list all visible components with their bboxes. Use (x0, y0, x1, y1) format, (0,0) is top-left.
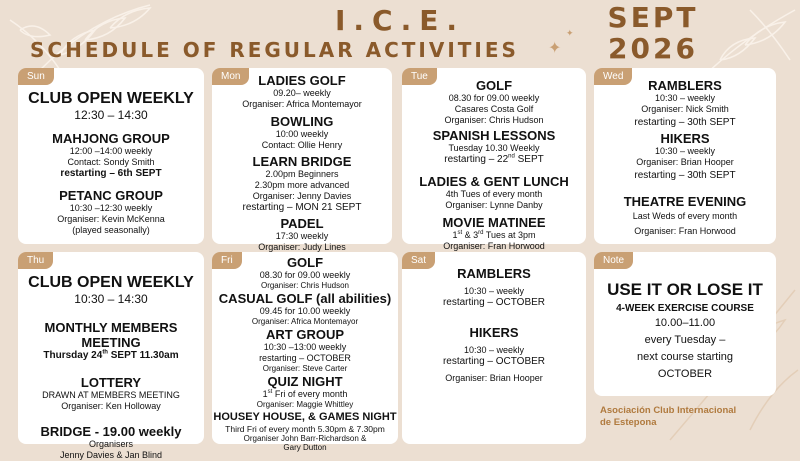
activity-organiser: Gary Dutton (283, 443, 327, 452)
activity-contact: Contact: Sondy Smith (67, 157, 155, 167)
activity-organiser: Organiser: Ken Holloway (61, 401, 161, 411)
organisation-name-line: Asociación Club Internacional (600, 405, 737, 416)
activity-title: LADIES GOLF (258, 73, 346, 88)
note-line: OCTOBER (657, 368, 713, 380)
activity-organiser: Jenny Davies & Jan Blind (59, 450, 163, 460)
note-line: next course starting (637, 351, 733, 363)
activity-time: 10:30 –13:00 weekly (263, 342, 347, 352)
page-title: I.C.E. (334, 4, 465, 37)
day-tab: Sat (402, 252, 435, 269)
activity-time: 1st & 3rd Tues at 3pm (452, 230, 536, 240)
day-card-sat (402, 252, 586, 444)
sparkle-icon: ✦ (566, 28, 574, 38)
activity-restart: restarting – OCTOBER (442, 356, 546, 367)
schedule-date (598, 2, 708, 64)
activity-time: 08.30 for 09.00 weekly (448, 93, 540, 103)
activity-organiser: Organiser: Fran Horwood (443, 241, 545, 251)
activity-title: PETANC GROUP (59, 188, 163, 203)
activity-time: 09.20– weekly (273, 88, 331, 98)
page-subtitle: SCHEDULE OF REGULAR ACTIVITIES (30, 38, 519, 62)
activity-organiser: Organiser: Brian Hooper (636, 157, 734, 167)
activity-time: 12:30 – 14:30 (74, 108, 148, 122)
day-card-tue (402, 68, 586, 251)
day-tab: Mon (212, 68, 249, 85)
activity-time: 10:30 – weekly (463, 345, 525, 355)
sparkle-icon: ✦ (548, 40, 562, 57)
activity-time: 10:30 –12:30 weekly (69, 203, 153, 213)
activity-title: BRIDGE - 19.00 weekly (40, 424, 182, 439)
activity-contact: Contact: Ollie Henry (261, 140, 343, 150)
activity-title: GOLF (286, 255, 324, 270)
activity-time: 10:00 weekly (275, 129, 329, 139)
day-tab: Thu (18, 252, 53, 269)
activity-title: LEARN BRIDGE (252, 154, 352, 169)
activity-time: 12:00 –14:00 weekly (69, 146, 153, 156)
note-card (594, 252, 776, 396)
activity-organiser: Organiser: Jenny Davies (252, 191, 352, 201)
activity-time: 4th Tues of every month (445, 189, 543, 199)
activity-organiser: Organiser: Fran Horwood (634, 226, 736, 236)
schedule-month: SEPT (607, 1, 699, 34)
activity-place: Casares Costa Golf (454, 104, 534, 114)
activity-time: 10:30 – weekly (654, 93, 716, 103)
activity-time: Last Weds of every month (632, 211, 738, 221)
note-title: USE IT OR LOSE IT (607, 280, 763, 299)
activity-time: 1st Fri of every month (262, 389, 348, 399)
activity-title: RAMBLERS (648, 78, 722, 93)
activity-title: HOUSEY HOUSE, & GAMES NIGHT (213, 411, 397, 423)
organisation-name-line: de Estepona (600, 417, 657, 428)
activity-organiser: Organiser: Judy Lines (258, 242, 346, 252)
activity-title: CLUB OPEN WEEKLY (28, 274, 194, 291)
activity-time: 10:30 – 14:30 (74, 292, 148, 306)
activity-restart: restarting – 30th SEPT (634, 170, 736, 181)
activity-restart: restarting – OCTOBER (259, 353, 351, 363)
activity-title: GOLF (475, 78, 513, 93)
activity-organiser: Organiser: Nick Smith (641, 104, 729, 114)
activity-organiser: Organiser: Lynne Danby (445, 200, 543, 210)
activity-time: 2.00pm Beginners (265, 169, 339, 179)
activity-title: HIKERS (660, 131, 710, 146)
activity-title: LOTTERY (80, 375, 142, 390)
activity-title: MONTHLY MEMBERS MEETING (44, 320, 178, 350)
activity-title: CASUAL GOLF (all abilities) (218, 291, 392, 306)
activity-title: THEATRE EVENING (623, 194, 747, 209)
activity-time: Tuesday 10.30 Weekly (448, 143, 540, 153)
schedule-year: 2026 (608, 32, 698, 65)
activity-title: LADIES & GENT LUNCH (419, 174, 569, 189)
activity-time: 10:30 – weekly (463, 286, 525, 296)
day-card-sun (18, 68, 204, 244)
activity-time: Third Fri of every month 5.30pm & 7.30pm (225, 424, 385, 434)
activity-title: BOWLING (270, 114, 334, 129)
day-tab: Tue (402, 68, 437, 85)
day-card-mon (212, 68, 392, 252)
day-tab: Sun (18, 68, 54, 85)
day-card-wed (594, 68, 776, 244)
activity-restart: restarting – MON 21 SEPT (242, 202, 362, 213)
activity-restart: restarting – OCTOBER (442, 297, 546, 308)
activity-title: MOVIE MATINEE (442, 215, 546, 230)
organisation-name (600, 405, 736, 429)
activity-title: RAMBLERS (457, 266, 531, 281)
activity-time: 17:30 weekly (275, 231, 329, 241)
activity-organiser: Organiser: Chris Hudson (444, 115, 544, 125)
activity-title: SPANISH LESSONS (432, 128, 556, 143)
activity-restart: restarting – 22nd SEPT (444, 153, 544, 165)
activity-title: CLUB OPEN WEEKLY (28, 90, 194, 107)
activity-restart: restarting – 30th SEPT (634, 117, 736, 128)
activity-title: PADEL (280, 216, 324, 231)
activity-time: 2.30pm more advanced (254, 180, 350, 190)
activity-organiser: Organiser: Steve Carter (262, 364, 348, 373)
note-line: 10.00–11.00 (654, 317, 716, 329)
activity-organiser: Organiser: Kevin McKenna (57, 214, 165, 224)
note-line: 4-WEEK EXERCISE COURSE (616, 303, 754, 314)
note-line: every Tuesday – (644, 334, 726, 346)
activity-time: Thursday 24th SEPT 11.30am (43, 349, 179, 361)
activity-organiser-label: Organisers (88, 439, 133, 449)
activity-title: MAHJONG GROUP (52, 131, 170, 146)
day-card-fri (212, 252, 398, 452)
activity-organiser: Organiser: Chris Hudson (260, 281, 350, 290)
note-tab: Note (594, 252, 633, 269)
activity-organiser: Organiser: Brian Hooper (445, 373, 543, 383)
activity-title: ART GROUP (266, 327, 344, 342)
activity-time: 10:30 – weekly (654, 146, 716, 156)
day-tab: Fri (212, 252, 242, 269)
activity-title: QUIZ NIGHT (267, 374, 343, 389)
activity-organiser: Organiser John Barr-Richardson & (243, 434, 367, 443)
activity-note: (played seasonally) (72, 225, 150, 235)
activity-organiser: Organiser: Africa Montemayor (251, 317, 359, 326)
activity-title: HIKERS (469, 325, 519, 340)
activity-organiser: Organiser: Maggie Whittley (256, 400, 354, 409)
day-tab: Wed (594, 68, 632, 85)
activity-organiser: Organiser: Africa Montemayor (242, 99, 362, 109)
activity-time: 09.45 for 10.00 weekly (259, 306, 351, 316)
activity-restart: restarting – 6th SEPT (60, 168, 162, 179)
activity-note: DRAWN AT MEMBERS MEETING (42, 390, 180, 400)
activity-time: 08.30 for 09.00 weekly (259, 270, 351, 280)
day-card-thu (18, 252, 204, 460)
